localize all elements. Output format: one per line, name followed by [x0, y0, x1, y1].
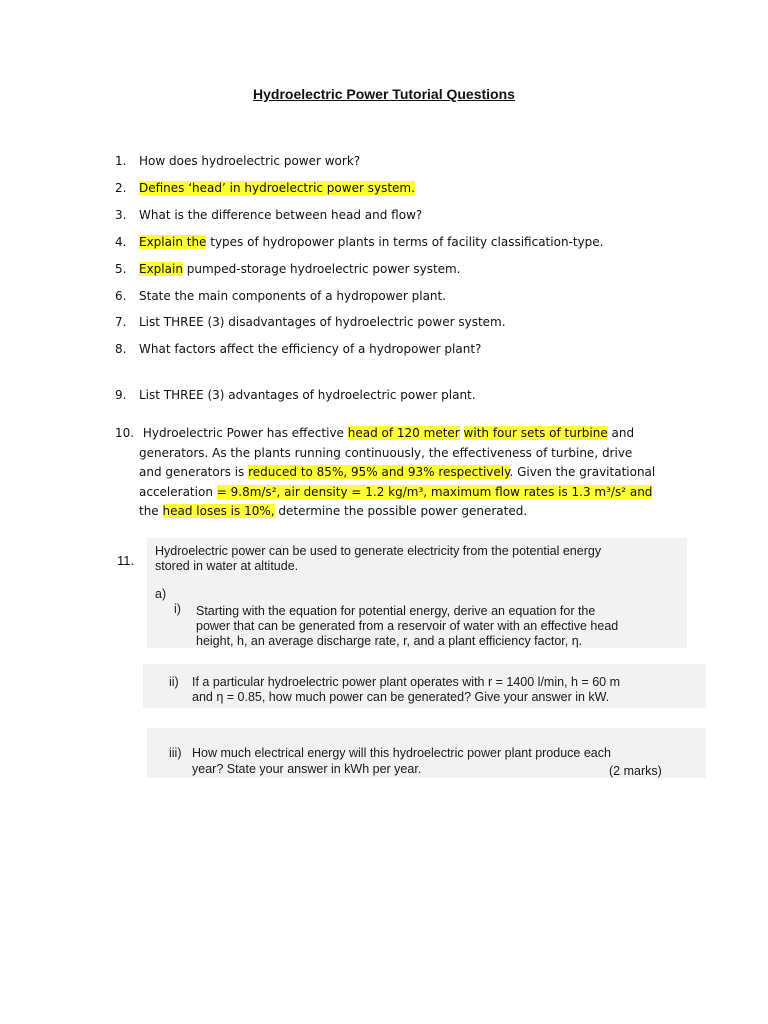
excerpt-line: height, h, an average discharge rate, r, and a plant efficiency factor, η.	[196, 634, 583, 648]
question-text: and generators is	[139, 465, 249, 479]
question-number: 3.	[115, 208, 127, 222]
highlighted-text: = 9.8m/s², air density = 1.2 kg/m³, maximum flow rates is 1.3 m³/s² and	[216, 484, 653, 499]
scanned-excerpt-c	[147, 728, 706, 778]
question-text: pumped-storage hydroelectric power system.	[182, 262, 461, 276]
excerpt-line: power that can be generated from a reservoir of water with an effective head	[196, 619, 619, 633]
excerpt-line: How much electrical energy will this hydroelectric power plant produce each	[192, 746, 611, 760]
part-label-i: i)	[174, 602, 181, 616]
question-number: 7.	[115, 315, 127, 329]
part-label-iii: iii)	[169, 746, 182, 760]
question-10	[115, 424, 675, 522]
question-number: 10.	[115, 426, 135, 440]
question-text: generators. As the plants running continuously, the effectiveness of turbine, drive	[139, 445, 633, 460]
question-number: 2.	[115, 181, 127, 195]
question-text	[460, 426, 464, 440]
question-text: types of hydropower plants in terms of facility classification-type.	[206, 235, 604, 249]
question-text: State the main components of a hydropower plant.	[139, 289, 447, 303]
highlighted-text: Explain the	[139, 235, 207, 249]
question-number: 8.	[115, 342, 127, 356]
question-item	[115, 287, 675, 307]
question-10-line-2	[115, 444, 675, 464]
question-10-line-3	[115, 463, 675, 483]
highlighted-text: head loses is 10%,	[162, 504, 275, 518]
part-label-ii: ii)	[169, 675, 179, 689]
scanned-excerpt-a	[147, 538, 687, 648]
question-item	[115, 386, 675, 406]
page-title: Hydroelectric Power Tutorial Questions	[253, 86, 515, 102]
question-number: 6.	[115, 289, 127, 303]
question-text: determine the possible power generated.	[274, 504, 528, 518]
part-label-a: a)	[155, 587, 167, 601]
question-11-number: 11.	[117, 553, 135, 568]
question-text: and	[607, 426, 635, 440]
highlighted-text: Explain	[139, 262, 183, 276]
question-item	[115, 179, 675, 199]
excerpt-line: year? State your answer in kWh per year.	[192, 762, 422, 776]
question-number: 9.	[115, 388, 127, 402]
question-item	[115, 260, 675, 280]
question-text: acceleration	[139, 484, 217, 499]
question-10-line-4	[115, 483, 675, 503]
highlighted-text: with four sets of turbine	[463, 426, 608, 440]
highlighted-text: head of 120 meter	[347, 426, 460, 440]
question-number: 5.	[115, 262, 127, 276]
question-10-line-5	[115, 502, 675, 522]
question-10-line-1	[115, 424, 675, 444]
highlighted-text: Defines ‘head’ in hydroelectric power system.	[139, 181, 415, 195]
highlighted-text: reduced to 85%, 95% and 93% respectively	[248, 465, 510, 479]
question-text: How does hydroelectric power work?	[139, 154, 361, 168]
question-item	[115, 206, 675, 226]
question-text: List THREE (3) advantages of hydroelectric power plant.	[139, 388, 476, 402]
excerpt-line: stored in water at altitude.	[155, 559, 299, 573]
scanned-excerpt-b	[143, 664, 706, 708]
question-text: . Given the gravitational	[509, 465, 656, 479]
question-text: the	[139, 504, 163, 518]
question-text: Hydroelectric Power has effective	[139, 426, 348, 440]
excerpt-line: If a particular hydroelectric power plant operates with r = 1400 l/min, h = 60 m	[192, 675, 620, 689]
marks-label: (2 marks)	[609, 764, 662, 778]
question-item	[115, 233, 675, 253]
excerpt-line: Hydroelectric power can be used to generate electricity from the potential energy	[155, 544, 602, 558]
question-text: What factors affect the efficiency of a hydropower plant?	[139, 342, 482, 356]
question-item	[115, 152, 675, 172]
excerpt-line: and η = 0.85, how much power can be generated? Give your answer in kW.	[192, 690, 610, 704]
question-item	[115, 313, 675, 333]
question-number: 4.	[115, 235, 127, 249]
question-number: 1.	[115, 154, 127, 168]
excerpt-line: Starting with the equation for potential energy, derive an equation for the	[196, 604, 596, 618]
question-text: List THREE (3) disadvantages of hydroelectric power system.	[139, 315, 506, 329]
question-text: What is the difference between head and flow?	[139, 208, 423, 222]
question-item	[115, 340, 675, 360]
